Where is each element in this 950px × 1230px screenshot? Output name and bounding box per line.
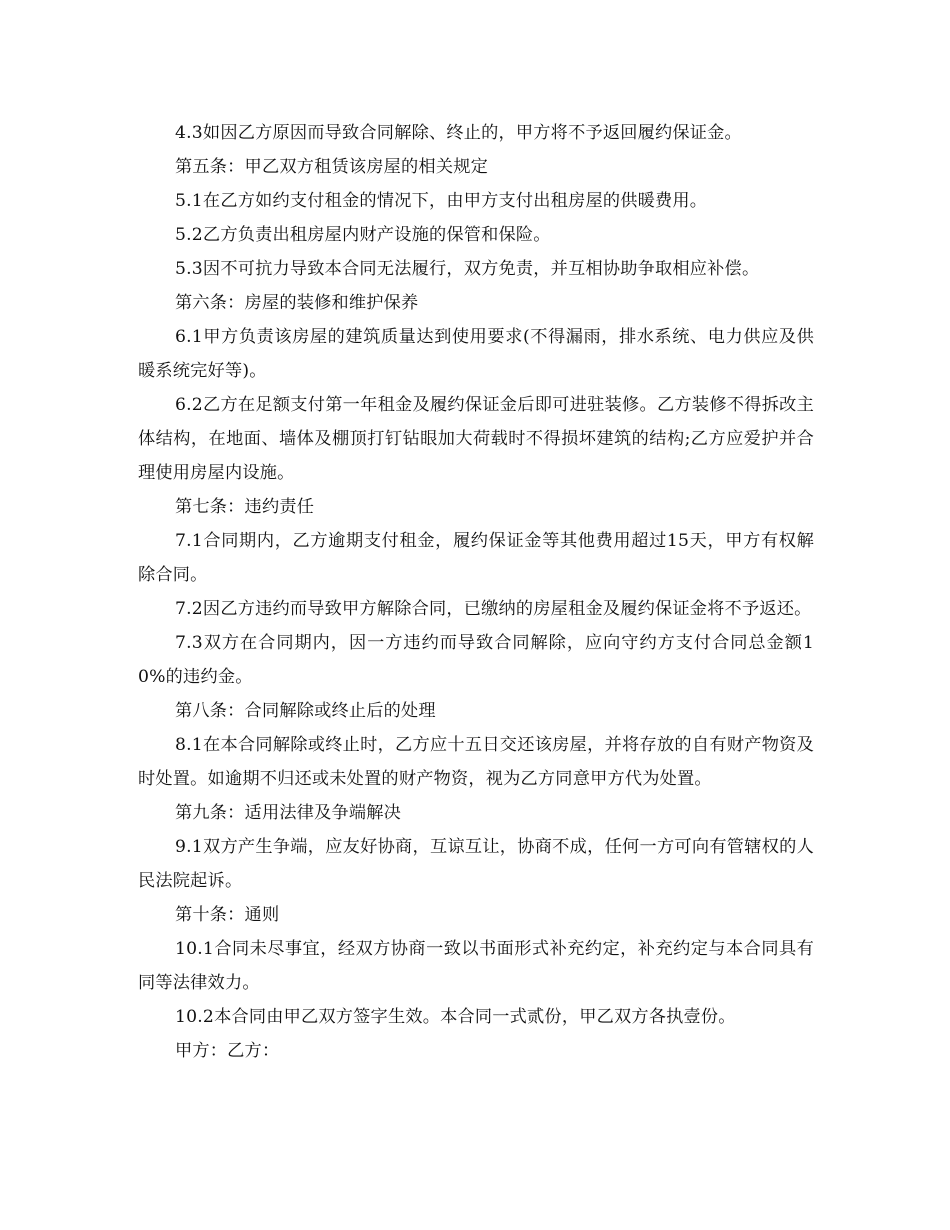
clause-10-2: 10.2本合同由甲乙双方签字生效。本合同一式贰份，甲乙双方各执壹份。 <box>175 1007 736 1027</box>
clause-7-3: 7.3双方在合同期内，因一方违约而导致合同解除，应向守约方支付合同总金额10%的违约金。 <box>138 633 814 687</box>
article-10-heading: 第十条：通则 <box>175 905 280 925</box>
clause-4-3: 4.3如因乙方原因而导致合同解除、终止的，甲方将不予返回履约保证金。 <box>175 123 742 143</box>
article-5-heading: 第五条：甲乙双方租赁该房屋的相关规定 <box>175 157 488 177</box>
clause-9-1: 9.1双方产生争端，应友好协商，互谅互让，协商不成，任何一方可向有管辖权的人民法院起诉。 <box>138 837 814 891</box>
contract-body <box>138 116 814 1068</box>
signature-line: 甲方：乙方： <box>175 1041 280 1061</box>
clause-5-2: 5.2乙方负责出租房屋内财产设施的保管和保险。 <box>175 225 551 245</box>
clause-5-3: 5.3因不可抗力导致本合同无法履行，双方免责，并互相协助争取相应补偿。 <box>175 259 760 279</box>
article-9-heading: 第九条：适用法律及争端解决 <box>175 803 402 823</box>
article-6-heading: 第六条：房屋的装修和维护保养 <box>175 293 419 313</box>
clause-7-1: 7.1合同期内，乙方逾期支付租金，履约保证金等其他费用超过15天，甲方有权解除合同。 <box>138 531 814 585</box>
article-8-heading: 第八条：合同解除或终止后的处理 <box>175 701 436 721</box>
clause-10-1: 10.1合同未尽事宜，经双方协商一致以书面形式补充约定，补充约定与本合同具有同等法律效力。 <box>138 939 814 993</box>
clause-6-2: 6.2乙方在足额支付第一年租金及履约保证金后即可进驻装修。乙方装修不得拆改主体结构，在地面、墙体及棚顶打钉钻眼加大荷载时不得损坏建筑的结构;乙方应爱护并合理使用房屋内设施。 <box>138 395 814 483</box>
clause-7-2: 7.2因乙方违约而导致甲方解除合同，已缴纳的房屋租金及履约保证金将不予返还。 <box>175 599 812 619</box>
article-7-heading: 第七条：违约责任 <box>175 497 315 517</box>
clause-5-1: 5.1在乙方如约支付租金的情况下，由甲方支付出租房屋的供暖费用。 <box>175 191 708 211</box>
clause-8-1: 8.1在本合同解除或终止时，乙方应十五日交还该房屋，并将存放的自有财产物资及时处置。如逾期不归还或未处置的财产物资，视为乙方同意甲方代为处置。 <box>138 735 814 789</box>
clause-6-1: 6.1甲方负责该房屋的建筑质量达到使用要求(不得漏雨，排水系统、电力供应及供暖系统完好等)。 <box>138 327 814 381</box>
